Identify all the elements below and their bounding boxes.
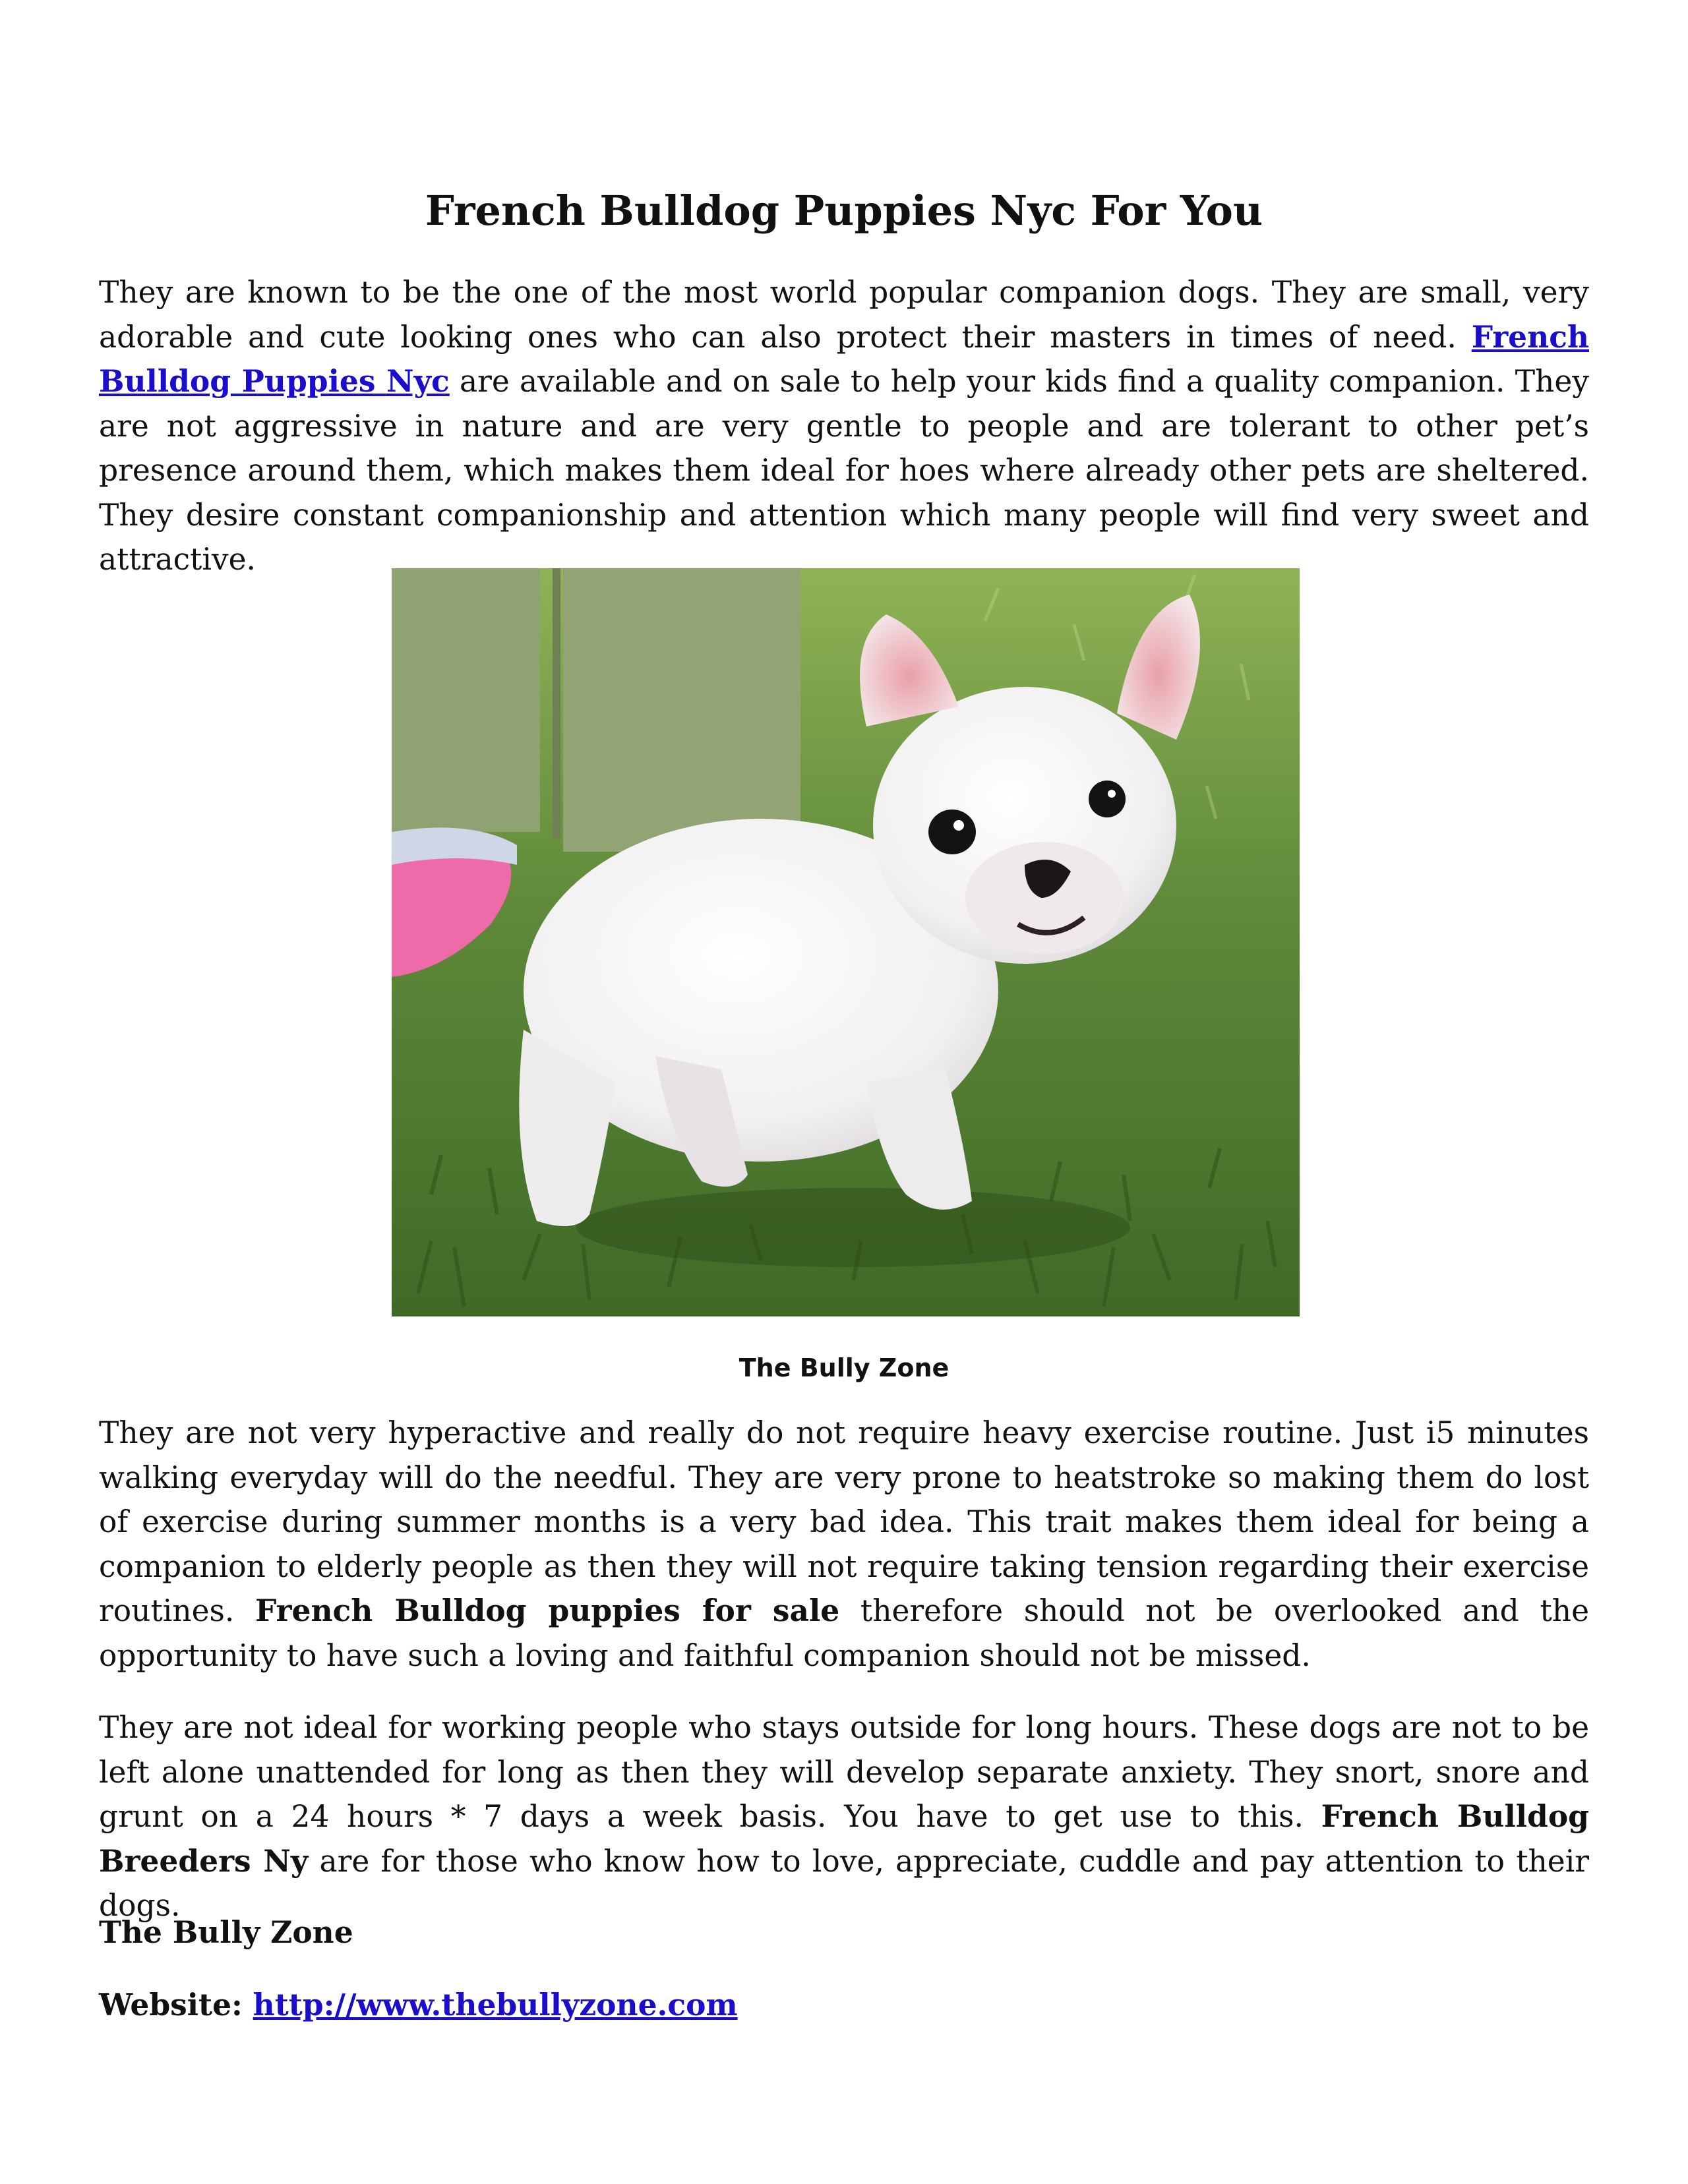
- puppy-eye-left: [928, 810, 976, 854]
- intro-paragraph: [99, 270, 1589, 582]
- intro-text-start: They are known to be the one of the most world popular companion dogs. They are small, very adorable and cute looking ones who can also protect their masters in times of need.: [99, 275, 1589, 355]
- lifestyle-paragraph: [99, 1705, 1589, 1928]
- lifestyle-text-start: They are not ideal for working people who stays outside for long hours. These dogs are not to be left alone unattended for long as then they will develop separate anxiety. They snort, snore and grunt on a 24 hours * 7 days a week basis. You have to get use to this.: [99, 1710, 1589, 1834]
- exercise-paragraph: [99, 1411, 1589, 1678]
- puppy-muzzle: [965, 842, 1124, 954]
- website-line: [99, 1983, 738, 2027]
- website-label: Website:: [99, 1987, 253, 2022]
- french-bulldog-puppies-nyc-link[interactable]: French Bulldog Puppies Nyc: [99, 318, 1589, 399]
- website-link[interactable]: http://www.thebullyzone.com: [253, 1987, 738, 2022]
- breeders-ny-keyword: French Bulldog Breeders Ny: [99, 1798, 1589, 1879]
- exercise-text-end: therefore should not be overlooked and the opportunity to have such a loving and faithful companion should not be missed.: [99, 1593, 1589, 1673]
- person-leg-right: [563, 568, 800, 852]
- image-caption: The Bully Zone: [738, 1353, 950, 1382]
- lifestyle-text-end: are for those who know how to love, appreciate, cuddle and pay attention to their dogs.: [99, 1843, 1590, 1923]
- puppy-shadow: [576, 1188, 1130, 1267]
- person-leg-left: [392, 568, 540, 832]
- document-title: French Bulldog Puppies Nyc For You: [425, 187, 1263, 235]
- signature: The Bully Zone: [99, 1914, 353, 1950]
- exercise-text-start: They are not very hyperactive and really do not require heavy exercise routine. Just i5 minutes walking everyday will do the needful. They are very prone to heatstroke so making them do lost of exercise during summer months is a very bad idea. This trait makes them ideal for being a companion to elderly people as then they will not require taking tension regarding their exercise routines.: [99, 1415, 1589, 1628]
- puppy-photo: [392, 568, 1300, 1316]
- puppy-eye-right: [1089, 781, 1126, 817]
- puppies-for-sale-keyword: French Bulldog puppies for sale: [255, 1593, 840, 1628]
- intro-text-end: are available and on sale to help your kids find a quality companion. They are not aggressive in nature and are very gentle to people and are tolerant to other pet’s presence around them, which makes them ideal for hoes where already other pets are sheltered. They desire constant companionship and attention which many people will find very sweet and attractive.: [99, 364, 1589, 577]
